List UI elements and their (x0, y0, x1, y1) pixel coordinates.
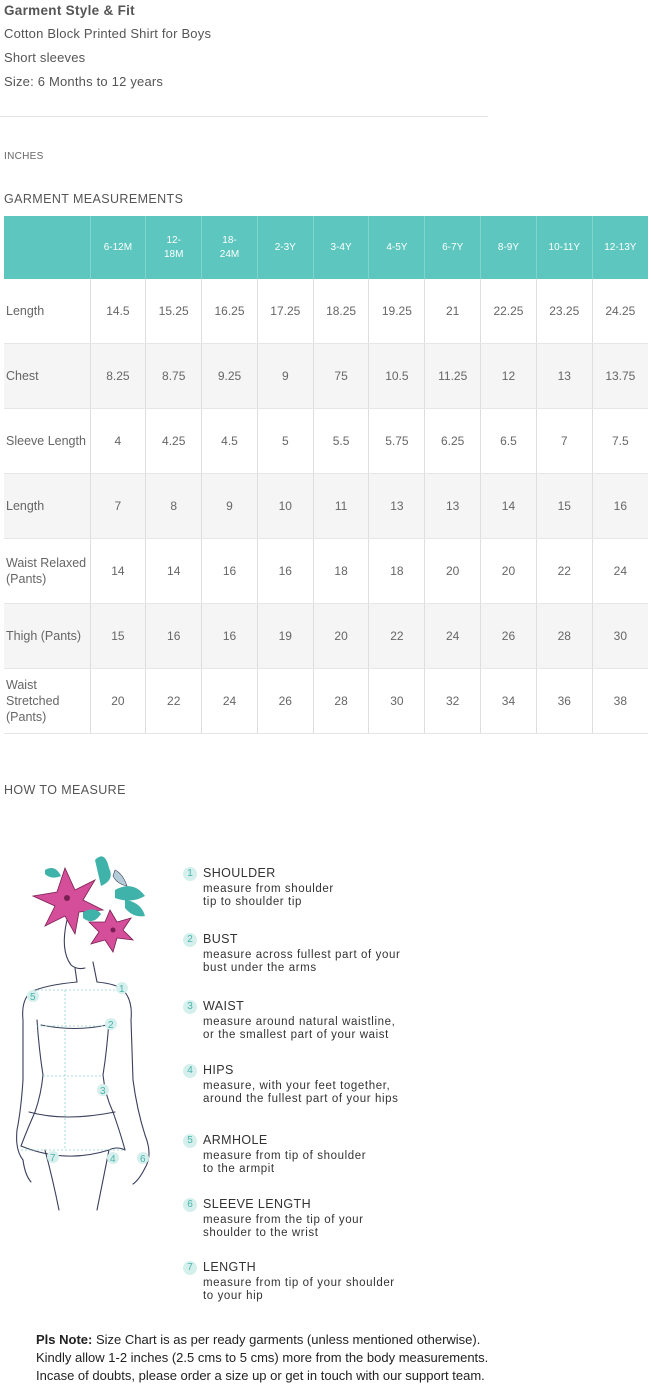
figure-illustration (5, 850, 170, 1230)
marker-5: 5 (30, 992, 36, 1003)
table-cell: 22 (146, 669, 202, 734)
size-header: 12-18M (146, 216, 202, 279)
table-cell: 19.25 (369, 279, 425, 344)
table-cell: 18 (369, 539, 425, 604)
table-row (4, 474, 648, 539)
table-cell: 30 (369, 669, 425, 734)
row-label: Waist Relaxed (Pants) (4, 539, 90, 604)
table-row (4, 344, 648, 409)
garment-style-title: Garment Style & Fit (4, 3, 135, 18)
table-cell: 20 (425, 539, 481, 604)
info-line: Cotton Block Printed Shirt for Boys (4, 26, 212, 41)
step-name: LENGTH (203, 1260, 257, 1274)
left-torso (35, 1020, 43, 1112)
table-cell: 7 (90, 474, 146, 539)
note-line-3: Incase of doubts, please order a size up or get in touch with our support team. (36, 1368, 485, 1383)
table-cell: 75 (313, 344, 369, 409)
info-line: Short sleeves (4, 50, 86, 65)
step-name: HIPS (203, 1063, 234, 1077)
table-cell: 26 (257, 669, 313, 734)
size-note (36, 1331, 488, 1385)
step-number: 7 (183, 1261, 197, 1275)
marker-7: 7 (50, 1153, 56, 1164)
step-description: measure around natural waistline, or the smallest part of your waist (203, 1016, 396, 1041)
table-cell: 22.25 (481, 279, 537, 344)
table-cell: 24 (202, 669, 258, 734)
step-name: BUST (203, 932, 238, 946)
size-header: 10-11Y (536, 216, 592, 279)
table-cell: 8.25 (90, 344, 146, 409)
unit-label: INCHES (4, 151, 44, 162)
marker-3: 3 (100, 1086, 106, 1097)
size-header: 2-3Y (257, 216, 313, 279)
step-description: measure, with your feet together, around the fullest part of your hips (203, 1080, 399, 1105)
table-cell: 6.5 (481, 409, 537, 474)
table-cell: 22 (369, 604, 425, 669)
table-header-corner (4, 216, 90, 279)
table-cell: 28 (536, 604, 592, 669)
size-header: 8-9Y (481, 216, 537, 279)
garment-info (4, 3, 211, 97)
step-number: 4 (183, 1064, 197, 1078)
step-number: 1 (183, 867, 197, 881)
table-row (4, 669, 648, 734)
table-cell: 17.25 (257, 279, 313, 344)
step-description: measure from the tip of your shoulder to the wrist (203, 1214, 364, 1239)
size-chart-table (4, 216, 648, 734)
step-description: measure from shoulder tip to shoulder tip (203, 883, 334, 908)
table-cell: 20 (481, 539, 537, 604)
marker-6: 6 (140, 1154, 146, 1165)
table-cell: 16 (592, 474, 648, 539)
size-header: 3-4Y (313, 216, 369, 279)
table-cell: 24.25 (592, 279, 648, 344)
table-cell: 7 (536, 409, 592, 474)
row-label: Length (4, 474, 90, 539)
table-cell: 34 (481, 669, 537, 734)
table-cell: 18.25 (313, 279, 369, 344)
divider (0, 116, 488, 117)
table-cell: 22 (536, 539, 592, 604)
row-label: Waist Stretched (Pants) (4, 669, 90, 734)
marker-2: 2 (108, 1020, 114, 1031)
size-header: 6-12M (90, 216, 146, 279)
step-name: SLEEVE LENGTH (203, 1197, 312, 1211)
size-header: 18-24M (202, 216, 258, 279)
table-cell: 13 (536, 344, 592, 409)
size-header: 6-7Y (425, 216, 481, 279)
table-cell: 6.25 (425, 409, 481, 474)
table-cell: 5.5 (313, 409, 369, 474)
table-cell: 8 (146, 474, 202, 539)
marker-4: 4 (110, 1154, 116, 1165)
table-row (4, 539, 648, 604)
table-cell: 9 (202, 474, 258, 539)
table-cell: 8.75 (146, 344, 202, 409)
step-name: SHOULDER (203, 866, 276, 880)
table-cell: 16.25 (202, 279, 258, 344)
table-cell: 14 (146, 539, 202, 604)
note-line-1: Size Chart is as per ready garments (unless mentioned otherwise). (92, 1332, 481, 1347)
step-number: 5 (183, 1134, 197, 1148)
table-cell: 13 (369, 474, 425, 539)
measurement-figure (5, 850, 170, 1230)
table-cell: 36 (536, 669, 592, 734)
table-cell: 4.25 (146, 409, 202, 474)
size-header: 4-5Y (369, 216, 425, 279)
table-cell: 32 (425, 669, 481, 734)
how-to-measure-title: HOW TO MEASURE (4, 783, 126, 797)
table-cell: 7.5 (592, 409, 648, 474)
table-cell: 4 (90, 409, 146, 474)
table-cell: 21 (425, 279, 481, 344)
table-cell: 14.5 (90, 279, 146, 344)
table-cell: 28 (313, 669, 369, 734)
step-name: WAIST (203, 999, 245, 1013)
table-cell: 20 (90, 669, 146, 734)
table-cell: 16 (146, 604, 202, 669)
table-cell: 19 (257, 604, 313, 669)
table-cell: 5 (257, 409, 313, 474)
row-label: Chest (4, 344, 90, 409)
size-header: 12-13Y (592, 216, 648, 279)
info-line: Size: 6 Months to 12 years (4, 74, 164, 89)
table-cell: 24 (592, 539, 648, 604)
table-cell: 15.25 (146, 279, 202, 344)
right-torso (103, 1020, 113, 1112)
table-cell: 18 (313, 539, 369, 604)
table-cell: 30 (592, 604, 648, 669)
note-line-2: Kindly allow 1-2 inches (2.5 cms to 5 cms) more from the body measurements. (36, 1350, 489, 1365)
table-row (4, 279, 648, 344)
flower-crown (33, 856, 145, 952)
table-cell: 20 (313, 604, 369, 669)
table-cell: 15 (536, 474, 592, 539)
table-cell: 5.75 (369, 409, 425, 474)
step-description: measure from tip of your shoulder to your hip (203, 1277, 395, 1302)
table-cell: 10.5 (369, 344, 425, 409)
marker-1: 1 (119, 984, 125, 995)
neck-left (75, 968, 77, 982)
step-number: 3 (183, 1000, 197, 1014)
row-label: Sleeve Length (4, 409, 90, 474)
table-cell: 24 (425, 604, 481, 669)
table-header-row (4, 216, 648, 279)
table-cell: 4.5 (202, 409, 258, 474)
table-cell: 23.25 (536, 279, 592, 344)
table-cell: 16 (202, 604, 258, 669)
table-cell: 13 (425, 474, 481, 539)
step-number: 2 (183, 933, 197, 947)
table-cell: 12 (481, 344, 537, 409)
row-label: Length (4, 279, 90, 344)
right-arm (97, 982, 149, 1168)
table-cell: 11 (313, 474, 369, 539)
table-row (4, 409, 648, 474)
table-cell: 9 (257, 344, 313, 409)
table-cell: 26 (481, 604, 537, 669)
note-label: Pls Note: (36, 1332, 93, 1347)
table-cell: 38 (592, 669, 648, 734)
table-cell: 14 (481, 474, 537, 539)
table-cell: 13.75 (592, 344, 648, 409)
garment-measurements-title: GARMENT MEASUREMENTS (4, 192, 184, 206)
table-cell: 11.25 (425, 344, 481, 409)
table-row (4, 604, 648, 669)
table-cell: 10 (257, 474, 313, 539)
table-cell: 9.25 (202, 344, 258, 409)
table-cell: 14 (90, 539, 146, 604)
table-cell: 16 (202, 539, 258, 604)
step-description: measure from tip of shoulder to the armpit (203, 1150, 367, 1175)
table-cell: 15 (90, 604, 146, 669)
table-cell: 16 (257, 539, 313, 604)
step-description: measure across fullest part of your bust under the arms (203, 949, 401, 974)
step-name: ARMHOLE (203, 1133, 268, 1147)
row-label: Thigh (Pants) (4, 604, 90, 669)
step-number: 6 (183, 1198, 197, 1212)
